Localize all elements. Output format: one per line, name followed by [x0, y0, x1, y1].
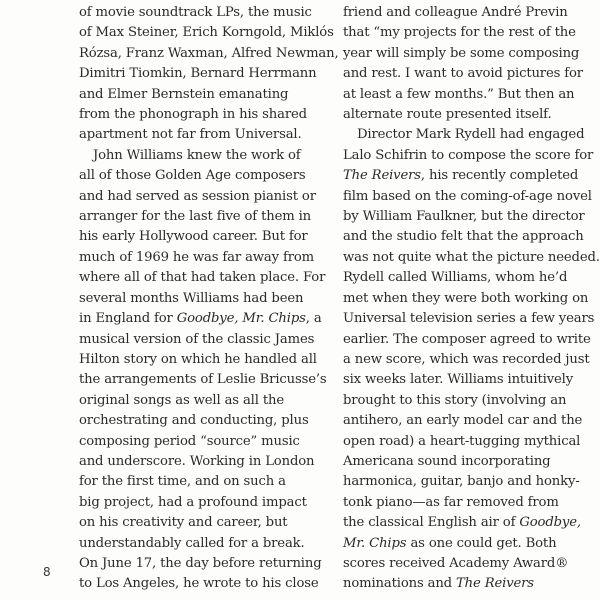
text-segment: for the first time, and on such a — [79, 474, 286, 490]
text-line — [343, 105, 583, 125]
text-line — [343, 187, 592, 207]
text-line — [343, 85, 583, 105]
text-segment: and Elmer Bernstein emanating — [79, 86, 289, 102]
text-line — [343, 23, 583, 43]
text-line — [343, 227, 583, 247]
text-line — [79, 534, 329, 554]
text-line — [343, 554, 583, 574]
text-segment: brought to this story (involving an — [343, 392, 567, 408]
text-segment: year will simply be some composing — [343, 45, 580, 61]
text-segment: antihero, an early model car and the — [343, 413, 583, 429]
text-segment: orchestrating and conducting, plus — [79, 413, 309, 429]
text-line — [79, 289, 329, 309]
text-segment: and the studio felt that the approach — [343, 229, 584, 245]
text-segment: understandably called for a break. — [79, 535, 305, 551]
text-segment: arranger for the last five of them in — [79, 209, 312, 225]
text-segment: film based on the coming-of-age novel — [343, 188, 592, 204]
text-segment: Hilton story on which he handled all — [79, 351, 317, 367]
text-line — [79, 350, 329, 370]
text-line — [343, 309, 595, 329]
text-line — [79, 330, 329, 350]
text-segment: in England for — [79, 311, 177, 327]
text-line — [79, 3, 329, 23]
text-segment: musical version of the classic James — [79, 331, 315, 347]
text-segment: and rest. I want to avoid pictures for — [343, 66, 583, 82]
text-line — [343, 207, 583, 227]
text-segment: earlier. The composer agreed to write — [343, 331, 591, 347]
text-segment: by William Faulkner, but the director — [343, 209, 585, 225]
text-line — [343, 289, 589, 309]
text-segment: nominations and — [343, 576, 457, 592]
text-line — [343, 64, 583, 84]
text-line — [343, 432, 583, 452]
text-line — [79, 574, 329, 594]
text-segment: the arrangements of Leslie Bricusse’s — [79, 372, 327, 388]
text-segment: Rydell called Williams, whom he’d — [343, 270, 568, 286]
italic-title-text: The Reivers — [456, 576, 534, 592]
text-line — [343, 513, 583, 533]
text-line — [343, 125, 583, 145]
text-line — [343, 493, 583, 513]
text-segment: and had served as session pianist or — [79, 188, 316, 204]
text-segment: on his creativity and career, but — [79, 515, 288, 531]
text-segment: composing period “source” music — [79, 433, 300, 449]
text-segment: met when they were both working on — [343, 290, 589, 306]
text-segment: to Los Angeles, he wrote to his close — [79, 576, 319, 592]
text-segment: alternate route presented itself. — [343, 107, 552, 123]
text-line — [343, 330, 591, 350]
text-segment: a new score, which was recorded just — [343, 351, 590, 367]
italic-title-text: Mr. Chips — [343, 535, 407, 551]
text-segment: original songs as well as all the — [79, 392, 284, 408]
text-segment: scores received Academy Award® — [343, 555, 569, 571]
text-line — [79, 493, 329, 513]
text-segment: Americana sound incorporating — [343, 453, 551, 469]
text-segment: six weeks later. Williams intuitively — [343, 372, 574, 388]
text-segment: the classical English air of — [343, 515, 520, 531]
text-line — [343, 268, 583, 288]
text-segment: of Max Steiner, Erich Korngold, Miklós — [79, 25, 334, 41]
italic-title-text: The Reivers — [343, 168, 421, 184]
text-segment: open road) a heart-tugging mythical — [343, 433, 581, 449]
text-segment: Universal television series a few years — [343, 311, 595, 327]
text-segment: his early Hollywood career. But for — [79, 229, 308, 245]
text-line — [343, 370, 583, 390]
text-segment: where all of that had taken place. For — [79, 270, 326, 286]
text-line — [79, 513, 329, 533]
text-line — [79, 309, 329, 329]
text-line — [343, 411, 583, 431]
text-segment: from the phonograph in his shared — [79, 107, 307, 123]
page-number: 8 — [43, 565, 51, 579]
text-line — [79, 146, 329, 166]
text-segment: big project, had a profound impact — [79, 494, 307, 510]
text-segment: , his recently completed — [420, 168, 579, 184]
text-segment: , a — [305, 311, 322, 327]
text-line — [79, 64, 329, 84]
text-line — [79, 227, 329, 247]
text-line — [79, 370, 329, 390]
text-segment: friend and colleague André Previn — [343, 5, 568, 20]
text-segment: Dimitri Tiomkin, Bernard Herrmann — [79, 66, 317, 82]
text-line — [79, 268, 329, 288]
text-line — [343, 452, 583, 472]
text-segment: and underscore. Working in London — [79, 453, 315, 469]
text-segment: tonk piano—as far removed from — [343, 494, 559, 510]
right-text-column — [343, 3, 600, 595]
text-segment: Lalo Schifrin to compose the score for — [343, 147, 594, 163]
text-line — [79, 23, 334, 43]
italic-title-text: Goodbye, — [519, 515, 581, 531]
text-segment: John Williams knew the work of — [93, 147, 301, 163]
text-segment: much of 1969 he was far away from — [79, 249, 315, 265]
text-segment: at least a few months.” But then an — [343, 86, 575, 102]
text-segment: Rózsa, Franz Waxman, Alfred Newman, — [79, 45, 339, 61]
text-line — [79, 411, 329, 431]
text-line — [343, 472, 583, 492]
text-line — [79, 105, 329, 125]
text-line — [79, 554, 329, 574]
text-line — [343, 534, 583, 554]
text-segment: On June 17, the day before returning — [79, 555, 322, 571]
text-line — [79, 432, 329, 452]
text-segment: harmonica, guitar, banjo and honky- — [343, 474, 580, 490]
text-segment: apartment not far from Universal. — [79, 127, 302, 143]
text-segment: as one could get. Both — [406, 535, 557, 551]
text-line — [79, 248, 329, 268]
text-line — [343, 146, 594, 166]
text-line — [343, 391, 583, 411]
text-segment: all of those Golden Age composers — [79, 168, 306, 184]
text-line — [343, 574, 583, 594]
text-segment: Director Mark Rydell had engaged — [357, 127, 585, 143]
text-segment: of movie soundtrack LPs, the music — [79, 5, 312, 20]
italic-title-text: Goodbye, Mr. Chips — [176, 311, 306, 327]
text-line — [79, 44, 339, 64]
text-line — [79, 452, 329, 472]
text-line — [79, 85, 329, 105]
text-line — [79, 472, 329, 492]
text-segment: that “my projects for the rest of the — [343, 25, 576, 41]
text-line — [343, 248, 600, 268]
left-text-column — [79, 3, 339, 595]
text-line — [343, 166, 583, 186]
text-segment: was not quite what the picture needed. — [343, 249, 600, 265]
text-line — [79, 187, 329, 207]
text-line — [343, 3, 583, 23]
text-line — [79, 207, 329, 227]
text-line — [343, 350, 590, 370]
text-line — [79, 166, 329, 186]
text-line — [79, 125, 329, 145]
text-line — [343, 44, 583, 64]
text-line — [79, 391, 329, 411]
text-segment: several months Williams had been — [79, 290, 304, 306]
